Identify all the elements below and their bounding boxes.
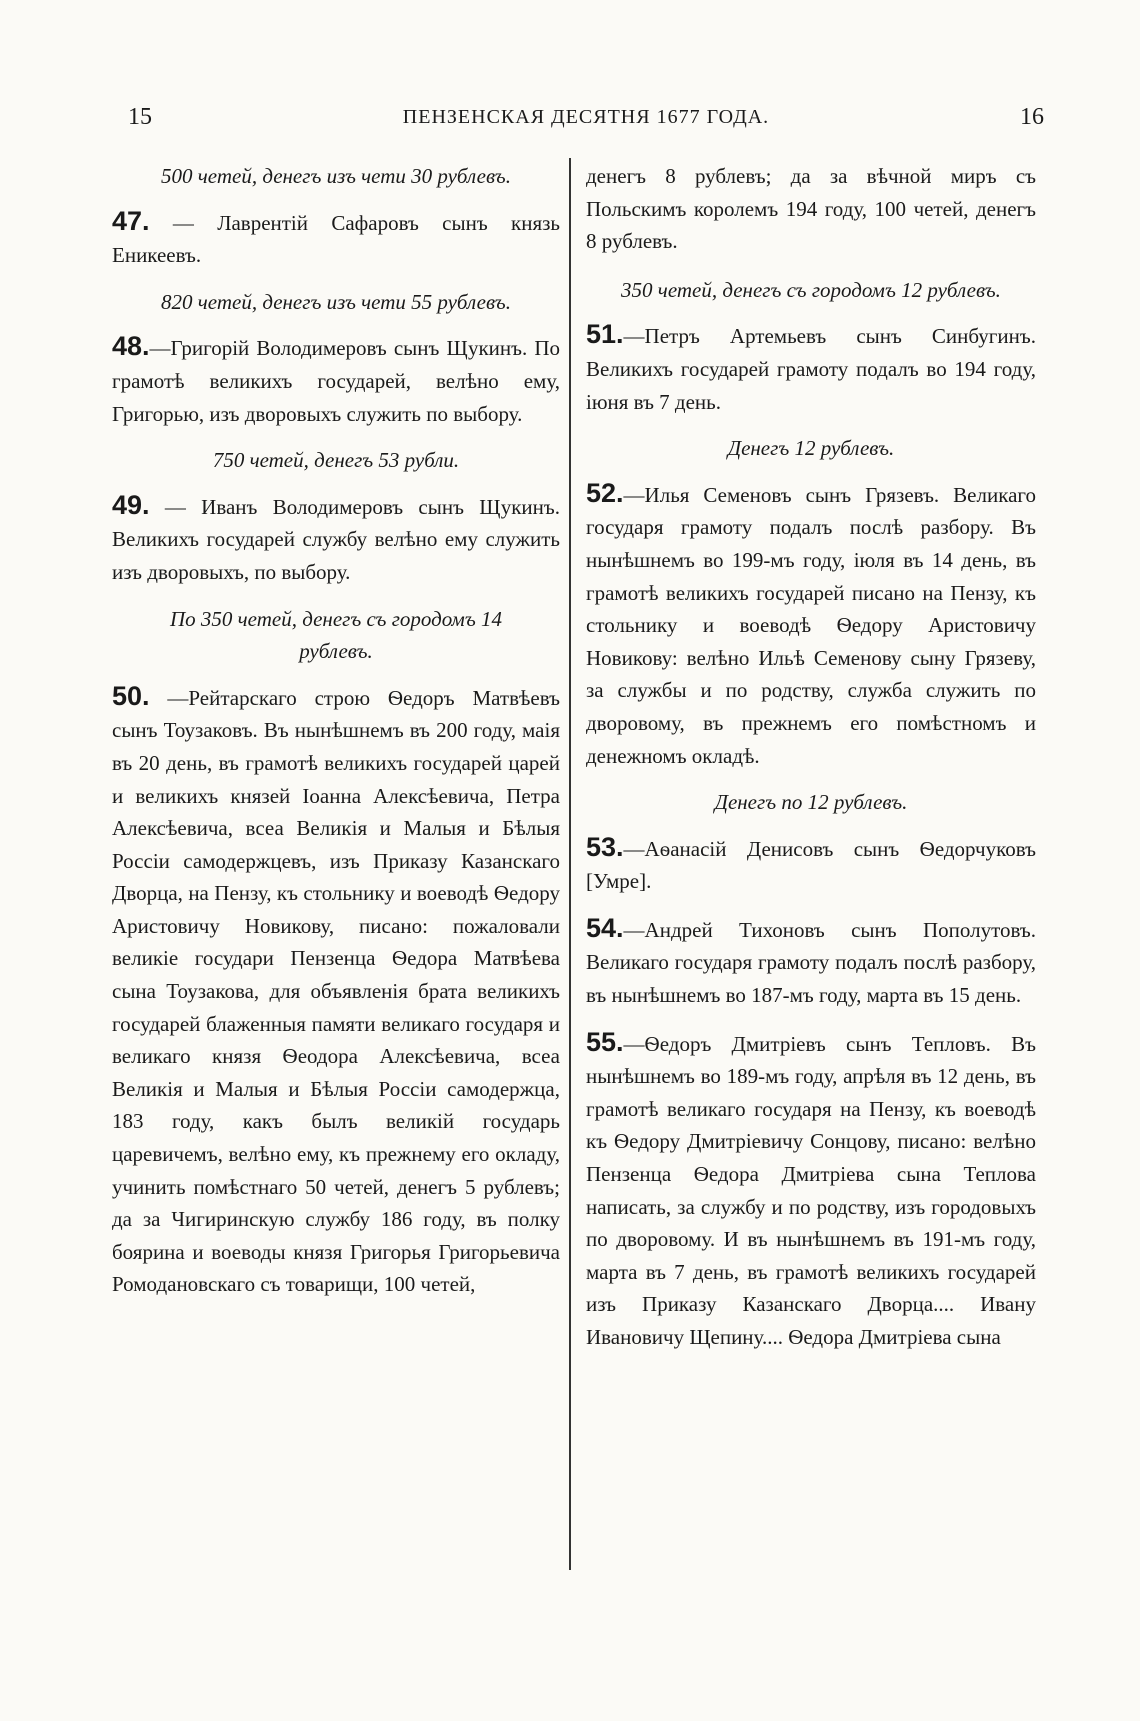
salary-note: 500 четей, денегъ изъ чети 30 рублевъ. — [161, 164, 511, 188]
entry-number: 54. — [586, 912, 624, 943]
page-number-left: 15 — [128, 104, 152, 130]
entry-text: —Аѳанасій Денисовъ сынъ Ѳедорчуковъ [Умре]. — [586, 836, 1036, 894]
entry-number: 52. — [586, 477, 624, 508]
entry-text: —Андрей Тихоновъ сынъ Пополутовъ. Великаго государя грамоту подалъ послѣ разбору, въ нынѣшнемъ во 187-мъ году, марта въ 15 день. — [586, 917, 1036, 1008]
entry-52 — [586, 477, 1036, 772]
entry-text: —Ѳедоръ Дмитріевъ сынъ Тепловъ. Въ нынѣшнемъ во 189-мъ году, апрѣля въ 12 день, въ грамотѣ великаго государя на Пензу, къ воеводѣ къ Ѳедору Дмитріевичу Сонцову, писано: велѣно Пензенца Ѳедора Дмитріева сына Теплова написать, за службу и по родству, изъ городовыхъ по дворовому. И въ нынѣшнемъ въ 191-мъ году, марта въ 7 день, въ грамотѣ великихъ государей изъ Приказу Казанскаго Дворца.... Ивану Ивановичу Щепину.... Ѳедора Дмитріева сына — [586, 1031, 1036, 1349]
salary-note: 350 четей, денегъ съ городомъ 12 рублевъ. — [621, 277, 1001, 302]
entry-number: 51. — [586, 319, 624, 350]
page-number-right: 16 — [1020, 104, 1044, 130]
entry-text: —Рейтарскаго строю Ѳедоръ Матвѣевъ сынъ Тоузаковъ. Въ нынѣшнемъ въ 200 году, маія въ 20 день, въ грамотѣ великихъ государей царей и великихъ князей Іоанна Алексѣевича, Петра Алексѣевича, всеа Великія и Малыя и Бѣлыя Россіи самодержцевъ, изъ Приказу Казанскаго Дворца, на Пензу, къ стольнику и воеводѣ Ѳедору Аристовичу Новикову, писано: пожаловали великіе государи Пензенца Ѳедора Матвѣева сына Тоузакова, для объявленія брата великихъ государей блаженныя памяти великаго государя и великаго князя Ѳеодора Алексѣевича, всеа Великія и Малыя и Бѣлыя Россіи самодержца, 183 году, какъ былъ великій государь царевичемъ, велѣно ему, къ прежнему его окладу, учинить помѣстнаго 50 четей, денегъ 5 рублевъ; да за Чигиринскую службу 186 году, въ полку боярина и воеводы князя Григорья Григорьевича Ромодановскаго съ товарищи, 100 четей, — [112, 685, 560, 1297]
entry-55 — [586, 1026, 1036, 1354]
salary-note: 820 четей, денегъ изъ чети 55 рублевъ. — [161, 289, 511, 314]
entry-text: —Петръ Артемьевъ сынъ Синбугинъ. Великихъ государей грамоту подалъ во 194 году, іюня въ 7 день. — [586, 324, 1036, 414]
salary-note: Денегъ по 12 рублевъ. — [714, 790, 908, 815]
salary-note: Денегъ 12 рублевъ. — [727, 436, 895, 461]
left-column — [112, 160, 560, 1315]
running-head — [128, 104, 1044, 144]
entry-49 — [112, 489, 560, 589]
salary-note: 750 четей, денегъ 53 рубли. — [212, 448, 460, 473]
salary-note: По 350 четей, денегъ съ городомъ 14 рублевъ. — [170, 606, 502, 664]
entry-50-continued: денегъ 8 рублевъ; да за вѣчной миръ съ Польскимъ королемъ 194 году, 100 четей, денегъ 8 рублевъ. — [586, 164, 1036, 254]
entry-47 — [112, 205, 560, 272]
entry-48 — [112, 330, 560, 430]
entry-number: 50. — [112, 680, 150, 711]
entry-text: —Григорій Володимеровъ сынъ Щукинъ. По грамотѣ великихъ государей, велѣно ему, Григорью, изъ дворовыхъ служить по выбору. — [112, 336, 560, 426]
right-column — [586, 160, 1036, 1368]
entry-51 — [586, 318, 1036, 418]
entry-text: —Илья Семеновъ сынъ Грязевъ. Великаго государя грамоту подалъ послѣ разбору. Въ нынѣшнемъ во 199-мъ году, іюля въ 14 день, въ грамотѣ великихъ государей писано на Пензу, къ стольнику и воеводѣ Ѳедору Аристовичу Новикову: велѣно Ильѣ Семенову сыну Грязеву, за службы и по родству, служба служить по дворовому, въ прежнемъ его помѣстномъ и денежномъ окладѣ. — [586, 482, 1036, 768]
page-title: ПЕНЗЕНСКАЯ ДЕСЯТНЯ 1677 ГОДА. — [402, 106, 770, 128]
entry-number: 49. — [112, 489, 150, 520]
entry-50 — [112, 680, 560, 1301]
entry-number: 55. — [586, 1026, 624, 1057]
entry-53 — [586, 831, 1036, 898]
entry-number: 47. — [112, 205, 150, 236]
column-divider — [569, 158, 571, 1570]
entry-text: — Иванъ Володимеровъ сынъ Щукинъ. Великихъ государей службу велѣно ему служить изъ дворовыхъ, по выбору. — [112, 494, 560, 584]
entry-number: 53. — [586, 831, 624, 862]
entry-text: — Лаврентій Сафаровъ сынъ князь Еникеевъ. — [112, 210, 560, 268]
entry-54 — [586, 912, 1036, 1012]
entry-number: 48. — [112, 331, 150, 362]
